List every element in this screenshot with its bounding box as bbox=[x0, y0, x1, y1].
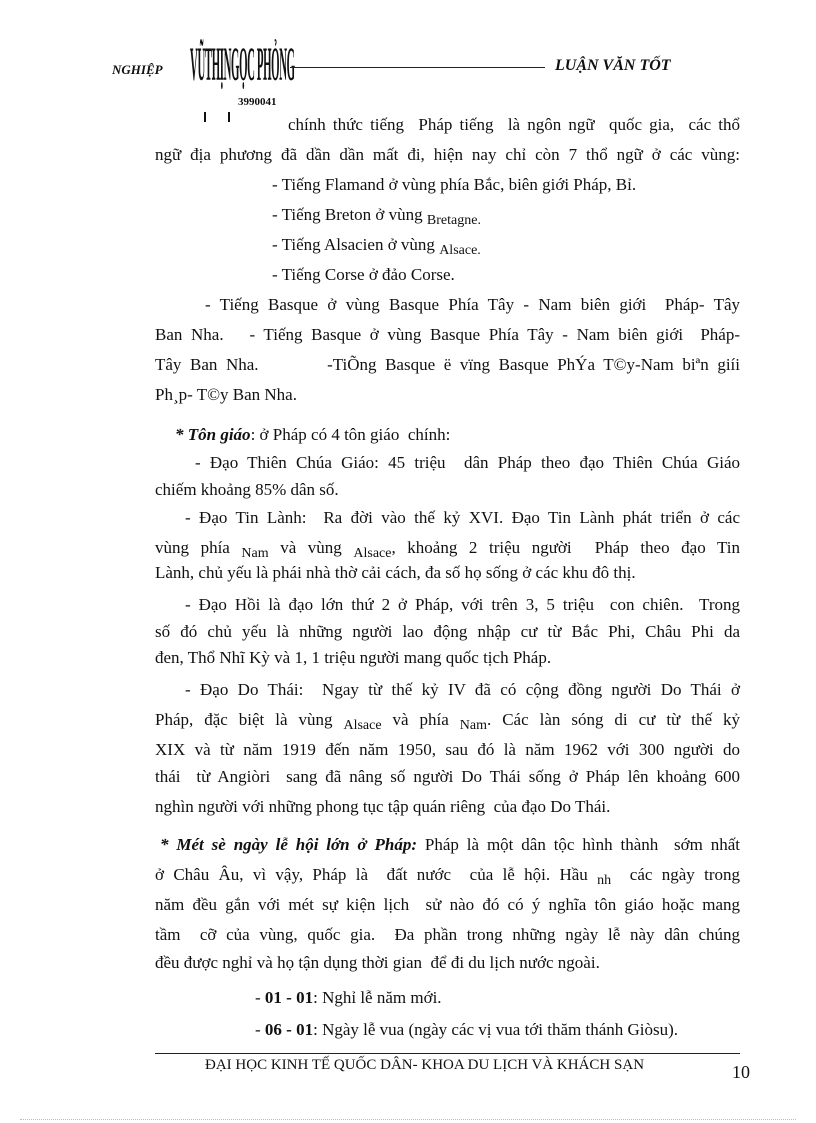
inline-place-name: . bbox=[477, 213, 481, 228]
text-line bbox=[155, 143, 740, 167]
text-segment: Ban Nha. - Tiếng Basque ở vùng Basque Phía Tây - Nam biên giới Pháp- bbox=[155, 325, 740, 344]
inline-place-name: Bretagne bbox=[426, 213, 478, 228]
text-segment: - Đạo Thiên Chúa Giáo: 45 triệu dân Pháp theo đạo Thiên Chúa Giáo bbox=[195, 453, 740, 472]
text-line bbox=[155, 738, 740, 762]
footer-rule bbox=[155, 1053, 740, 1054]
text-segment: tầm cỡ của vùng, quốc gia. Đa phần trong những ngày lễ này dân chúng bbox=[155, 925, 740, 944]
text-line bbox=[185, 506, 740, 530]
text-line bbox=[255, 1018, 678, 1042]
text-line bbox=[272, 173, 636, 197]
text-line bbox=[205, 293, 740, 317]
inline-place-name: . bbox=[477, 243, 481, 258]
text-segment: . Các làn sóng di cư từ thế kỷ bbox=[486, 710, 740, 729]
emphasis-text: * Mét sè ngày lễ hội lớn ở Pháp: bbox=[160, 835, 418, 854]
text-segment: năm đều gắn với mét sự kiện lịch sử nào đó có ý nghĩa tôn giáo hoặc mang bbox=[155, 895, 740, 914]
text-segment: đen, Thổ Nhĩ Kỳ và 1, 1 triệu người mang quốc tịch Pháp. bbox=[155, 648, 552, 667]
text-segment: chính thức tiếng Pháp tiếng là ngôn ngữ quốc gia, các thổ bbox=[288, 115, 740, 134]
inline-place-name: nh bbox=[597, 873, 612, 888]
text-line bbox=[155, 383, 297, 407]
text-segment: - bbox=[255, 1020, 265, 1039]
text-line bbox=[155, 863, 740, 887]
logo-number: 3990041 bbox=[238, 96, 277, 108]
inline-place-name: Alsace bbox=[439, 243, 478, 258]
text-line bbox=[272, 203, 481, 227]
text-line bbox=[155, 323, 740, 347]
header-title: LUẬN VĂN TỐT bbox=[555, 57, 671, 74]
text-segment: - Đạo Do Thái: Ngay từ thế kỷ IV đã có cộng đồng người Do Thái ở bbox=[185, 680, 740, 699]
text-segment: ở Châu Âu, vì vậy, Pháp là đất nước của lễ hội. Hầu bbox=[155, 865, 598, 884]
text-segment: các ngày trong bbox=[611, 865, 740, 884]
text-segment: : ở Pháp có 4 tôn giáo chính: bbox=[250, 425, 451, 444]
text-line bbox=[272, 263, 455, 287]
logo-text: VŨTHỊNGỌC PHỎNG bbox=[190, 38, 295, 92]
text-segment: vùng phía bbox=[155, 538, 242, 557]
inline-place-name: Alsace bbox=[343, 718, 382, 733]
text-segment: - Tiếng Flamand ở vùng phía Bắc, biên giới Pháp, Bỉ. bbox=[272, 175, 637, 194]
page-edge-divider bbox=[20, 1119, 796, 1120]
logo-mark bbox=[204, 112, 206, 122]
text-segment: Pháp, đặc biệt là vùng bbox=[155, 710, 344, 729]
emphasis-text: 01 - 01 bbox=[264, 988, 314, 1007]
text-segment: Lành, chủ yếu là phái nhà thờ cải cách, đa số họ sống ở các khu đô thị. bbox=[155, 563, 636, 582]
text-segment: : Ngày lễ vua (ngày các vị vua tới thăm thánh Giòsu). bbox=[313, 1020, 679, 1039]
text-line bbox=[155, 893, 740, 917]
text-segment: - Đạo Tin Lành: Ra đời vào thế kỷ XVI. Đạo Tin Lành phát triển ở các bbox=[185, 508, 740, 527]
text-line bbox=[272, 233, 481, 257]
text-segment: số đó chủ yếu là những người lao động nhập cư từ Bắc Phi, Châu Phi da bbox=[155, 622, 740, 641]
text-segment: - Tiếng Corse ở đảo Corse. bbox=[272, 265, 455, 284]
text-line bbox=[155, 536, 740, 560]
logo-overlay-text: NGHIỆP bbox=[112, 62, 163, 77]
text-line bbox=[155, 951, 600, 975]
emphasis-text: 06 - 01 bbox=[264, 1020, 314, 1039]
text-segment: : Nghỉ lễ năm mới. bbox=[313, 988, 442, 1007]
text-segment: - Tiếng Breton ở vùng bbox=[272, 205, 427, 224]
header-rule bbox=[290, 67, 545, 68]
text-line bbox=[185, 593, 740, 617]
inline-place-name: Nam bbox=[241, 546, 269, 561]
text-line bbox=[288, 113, 740, 137]
text-line bbox=[155, 561, 636, 585]
text-segment: thái từ Angiòri sang đã nâng số người Do Thái sống ở Pháp lên khoảng 600 bbox=[155, 767, 740, 786]
text-segment: - Đạo Hồi là đạo lớn thứ 2 ở Pháp, với trên 3, 5 triệu con chiên. Trong bbox=[185, 595, 740, 614]
text-segment: , khoảng 2 triệu người Pháp theo đạo Tin bbox=[391, 538, 740, 557]
inline-place-name: Nam bbox=[459, 718, 487, 733]
logo-mark bbox=[228, 112, 230, 122]
text-segment: XIX và từ năm 1919 đến năm 1950, sau đó là năm 1962 với 300 người do bbox=[155, 740, 740, 759]
text-line bbox=[155, 646, 551, 670]
text-segment: đều được nghỉ và họ tận dụng thời gian để đi du lịch nước ngoài. bbox=[155, 953, 600, 972]
text-line bbox=[155, 353, 740, 377]
text-line bbox=[175, 423, 450, 447]
text-segment: - bbox=[255, 988, 265, 1007]
text-segment: Pháp là một dân tộc hình thành sớm nhất bbox=[417, 835, 740, 854]
text-segment: Ph¸p- T©y Ban Nha. bbox=[155, 385, 297, 404]
text-segment: ngữ địa phương đã dần dần mất đi, hiện nay chỉ còn 7 thổ ngữ ở các vùng: bbox=[155, 145, 740, 164]
text-line bbox=[155, 795, 610, 819]
text-line bbox=[155, 923, 740, 947]
page-number: 10 bbox=[732, 1062, 750, 1082]
text-segment: - Tiếng Basque ở vùng Basque Phía Tây - Nam biên giới Pháp- Tây bbox=[205, 295, 740, 314]
text-segment: - Tiếng Alsacien ở vùng bbox=[272, 235, 440, 254]
text-segment: và vùng bbox=[268, 538, 354, 557]
text-line bbox=[255, 986, 442, 1010]
text-line bbox=[155, 708, 740, 732]
text-segment: Tây Ban Nha. -TiÕng Basque ë vïng Basque PhÝa T©y-Nam biªn giíi bbox=[155, 355, 740, 374]
text-line bbox=[155, 478, 339, 502]
emphasis-text: * Tôn giáo bbox=[175, 425, 251, 444]
footer-text: ĐẠI HỌC KINH TẾ QUỐC DÂN- KHOA DU LỊCH VÀ KHÁCH SẠN bbox=[205, 1057, 645, 1073]
text-segment: nghìn người với những phong tục tập quán riêng của đạo Do Thái. bbox=[155, 797, 611, 816]
text-segment: và phía bbox=[381, 710, 460, 729]
text-line bbox=[195, 451, 740, 475]
text-segment: chiếm khoảng 85% dân số. bbox=[155, 480, 339, 499]
text-line bbox=[185, 678, 740, 702]
text-line bbox=[155, 765, 740, 789]
text-line bbox=[155, 620, 740, 644]
inline-place-name: Alsace bbox=[353, 546, 392, 561]
text-line bbox=[160, 833, 740, 857]
